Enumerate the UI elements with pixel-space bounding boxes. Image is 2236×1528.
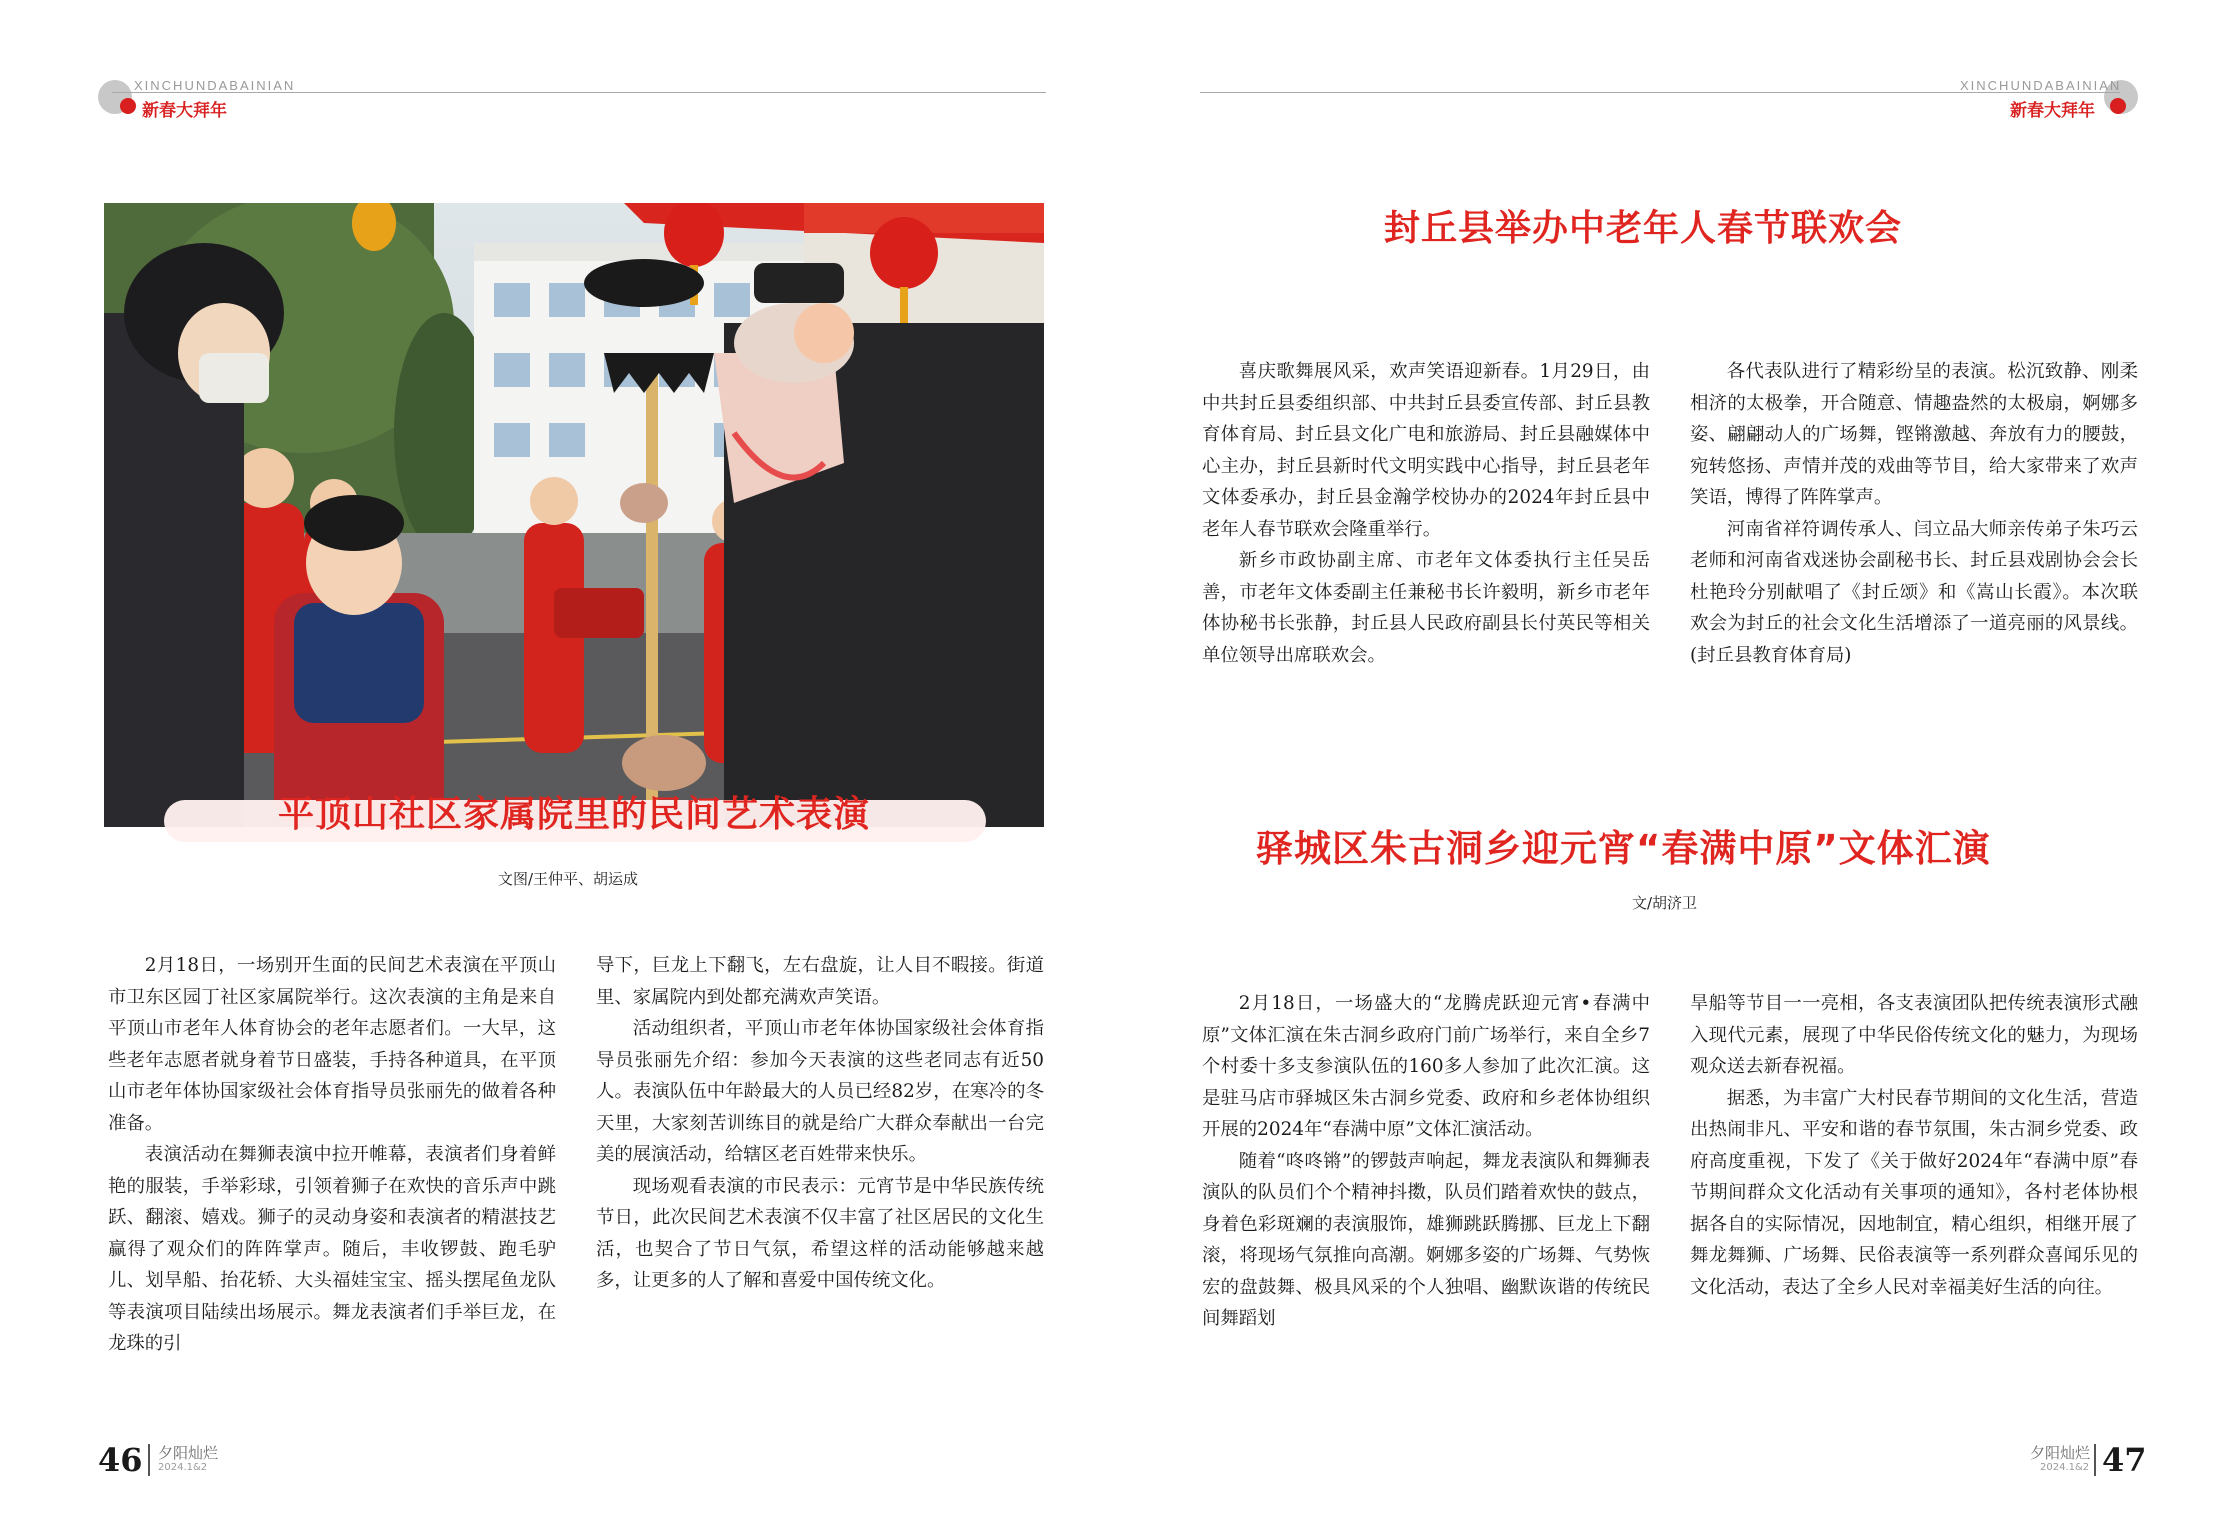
left-folio-divider [148,1444,150,1476]
header-left-section-label: 新春大拜年 [142,101,227,121]
right-top-article-paragraph: 新乡市政协副主席、市老年文体委执行主任吴岳善，市老年文体委副主任兼秘书长许毅明，新乡市老年体协秘书长张静，封丘县人民政府副县长付英民等相关单位领导出席联欢会。 [1202,550,1650,666]
folk-performance-photo [104,203,1044,827]
right-top-article-paragraph: 河南省祥符调传承人、闫立品大师亲传弟子朱巧云老师和河南省戏迷协会副秘书长、封丘县戏剧协会会长杜艳玲分别献唱了《封丘颂》和《嵩山长霞》。本次联欢会为封丘的社会文化生活增添了一道亮丽的风景线。(封丘县教育体育局) [1690,518,2138,666]
right-folio-divider [2094,1444,2096,1476]
right-bottom-article-paragraph: 2月18日，一场盛大的“龙腾虎跃迎元宵•春满中原”文体汇演在朱古洞乡政府门前广场举行，来自全乡7个村委十多支参演队伍的160多人参加了此次汇演。这是驻马店市驿城区朱古洞乡党委、政府和乡老体协组织开展的2024年“春满中原”文体汇演活动。 [1202,993,1650,1140]
left-article-paragraph: 表演活动在舞狮表演中拉开帷幕，表演者们身着鲜艳的服装，手举彩球，引领着狮子在欢快的音乐声中跳跃、翻滚、嬉戏。狮子的灵动身姿和表演者的精湛技艺赢得了观众们的阵阵掌声。随后，丰收锣鼓、跑毛驴儿、划旱船、抬花轿、大头福娃宝宝、摇头摆尾鱼龙队等表演项目陆续出场展示。舞龙表演者们手举巨龙，在龙珠的引 [108,1144,556,1354]
right-bottom-article-col1 [1202,988,1650,1335]
right-magazine-issue: 2024.1&2 [2040,1462,2090,1473]
right-top-article-title: 封丘县举办中老年人春节联欢会 [1384,208,1903,249]
right-top-article-paragraph: 各代表队进行了精彩纷呈的表演。松沉致静、刚柔相济的太极拳，开合随意、情趣盎然的太极扇，婀娜多姿、翩翩动人的广场舞，铿锵激越、奔放有力的腰鼓，宛转悠扬、声情并茂的戏曲等节目，给大家带来了欢声笑语，博得了阵阵掌声。 [1690,361,2138,508]
header-left-pinyin: XINCHUNDABAINIAN [134,78,296,93]
right-bottom-article-paragraph: 据悉，为丰富广大村民春节期间的文化生活，营造出热闹非凡、平安和谐的春节氛围，朱古洞乡党委、政府高度重视，下发了《关于做好2024年“春满中原”春节期间群众文化活动有关事项的通知》，各村老体协根据各自的实际情况，因地制宜，精心组织，相继开展了舞龙舞狮、广场舞、民俗表演等一系列群众喜闻乐见的文化活动，表达了全乡人民对幸福美好生活的向往。 [1690,1087,2138,1298]
right-top-article-col2 [1690,356,2138,671]
photo-illustration [104,203,1044,827]
right-top-article-paragraph: 喜庆歌舞展风采，欢声笑语迎新春。1月29日，由中共封丘县委组织部、中共封丘县委宣传部、封丘县教育体育局、封丘县文化广电和旅游局、封丘县融媒体中心主办，封丘县新时代文明实践中心指导，封丘县老年文体委承办，封丘县金瀚学校协办的2024年封丘县中老年人春节联欢会隆重举行。 [1202,361,1650,540]
left-magazine-name: 夕阳灿烂 [158,1444,219,1462]
left-article-paragraph: 活动组织者，平顶山市老年体协国家级社会体育指导员张丽先介绍：参加今天表演的这些老同志有近50人。表演队伍中年龄最大的人员已经82岁，在寒冷的冬天里，大家刻苦训练目的就是给广大群众奉献出一台完美的展演活动，给辖区老百姓带来快乐。 [596,1018,1044,1165]
left-article-byline: 文图/王仲平、胡运成 [498,870,639,888]
left-article-paragraph: 2月18日，一场别开生面的民间艺术表演在平顶山市卫东区园丁社区家属院举行。这次表演的主角是来自平顶山市老年人体育协会的老年志愿者们。一大早，这些老年志愿者就身着节日盛装，手持各种道具，在平顶山市老年体协国家级社会体育指导员张丽先的做着各种准备。 [108,955,556,1134]
right-page-number: 47 [2102,1441,2147,1479]
right-bottom-article-byline: 文/胡济卫 [1632,894,1698,912]
right-bottom-article-paragraph-continued: 旱船等节目一一亮相，各支表演团队把传统表演形式融入现代元素，展现了中华民俗传统文化的魅力，为现场观众送去新春祝福。 [1690,993,2138,1077]
left-magazine-issue: 2024.1&2 [158,1462,208,1473]
left-article-paragraph: 现场观看表演的市民表示：元宵节是中华民族传统节日，此次民间艺术表演不仅丰富了社区居民的文化生活，也契合了节日气氛，希望这样的活动能够越来越多，让更多的人了解和喜爱中国传统文化。 [596,1175,1044,1291]
header-right-section-label: 新春大拜年 [2010,101,2095,121]
left-article-title: 平顶山社区家属院里的民间艺术表演 [277,794,870,835]
left-article-col2 [596,950,1044,1297]
left-article-paragraph-continued: 导下，巨龙上下翻飞，左右盘旋，让人目不暇接。街道里、家属院内到处都充满欢声笑语。 [596,955,1044,1008]
header-right-pinyin: XINCHUNDABAINIAN [1960,78,2122,93]
header-right-dot [2110,98,2126,114]
right-bottom-article-title: 驿城区朱古洞乡迎元宵“春满中原”文体汇演 [1256,827,1991,870]
right-magazine-name: 夕阳灿烂 [2030,1444,2091,1462]
right-top-article-col1 [1202,356,1650,671]
left-article-col1 [108,950,556,1360]
left-page-number: 46 [98,1441,143,1479]
header-left-dot [120,98,136,114]
right-bottom-article-paragraph: 随着“咚咚锵”的锣鼓声响起，舞龙表演队和舞狮表演队的队员们个个精神抖擞，队员们踏着欢快的鼓点，身着色彩斑斓的表演服饰，雄狮跳跃腾挪、巨龙上下翻滚，将现场气氛推向高潮。婀娜多姿的广场舞、气势恢宏的盘鼓舞、极具风采的个人独唱、幽默诙谐的传统民间舞蹈划 [1202,1150,1650,1329]
right-bottom-article-col2 [1690,988,2138,1303]
